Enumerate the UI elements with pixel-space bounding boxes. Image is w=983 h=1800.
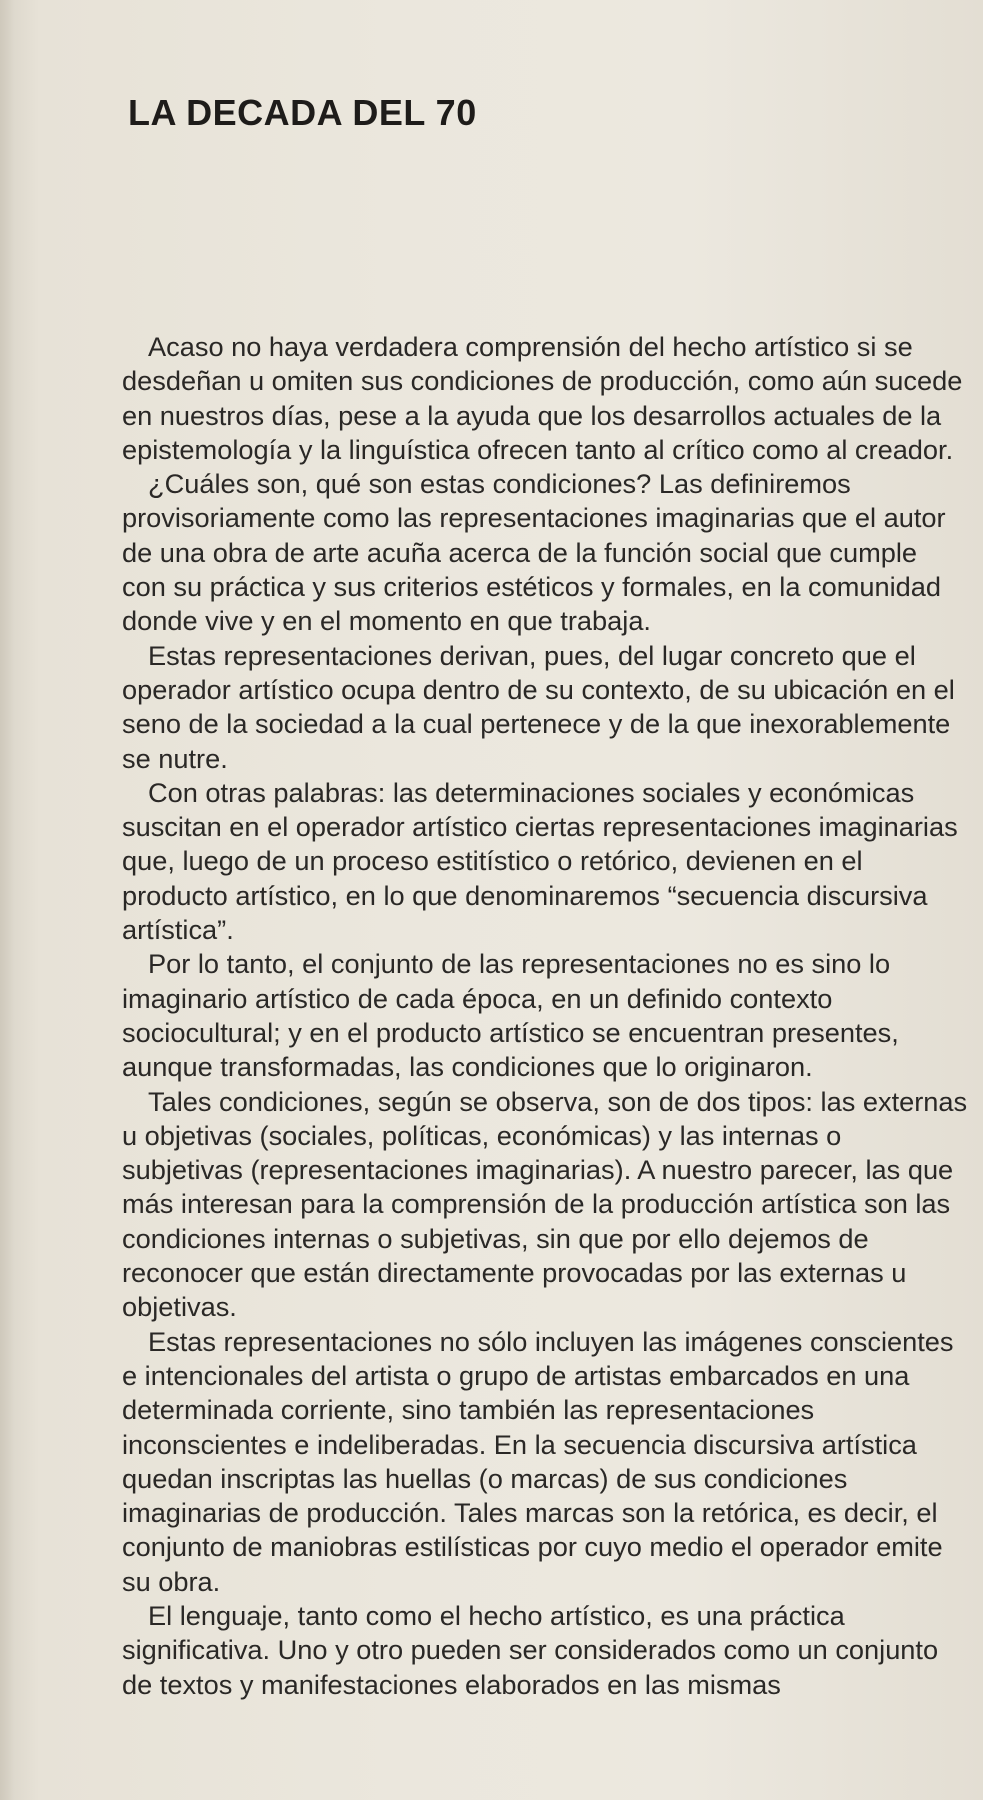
paragraph-2: ¿Cuáles son, qué son estas condiciones? Las definiremos provisoriamente como las representaciones imaginarias que el autor de una obra de arte acuña acerca de la función social que cumple con su práctica y sus criterios estéticos y formales, en la comunidad donde vive y en el momento en que trabaja. [122, 468, 946, 637]
paragraph-1: Acaso no haya verdadera comprensión del hecho artístico si se desdeñan u omiten sus condiciones de producción, como aún sucede en nuestros días, pese a la ayuda que los desarrollos actuales de la epistemología y la linguística ofrecen tanto al crítico como al creador. [122, 331, 963, 465]
page-edge-shadow [0, 0, 14, 1800]
paragraph-6: Tales condiciones, según se observa, son de dos tipos: las externas u objetivas (sociales, políticas, económicas) y las internas o subjetivas (representaciones imaginarias). A nuestro parecer, las que más interesan para la comprensión de la producción artística son las condiciones internas o subjetivas, sin que por ello dejemos de reconocer que están directamente provocadas por las externas u objetivas. [122, 1085, 968, 1323]
body-text [122, 330, 968, 1702]
paragraph-3: Estas representaciones derivan, pues, del lugar concreto que el operador artístico ocupa dentro de su contexto, de su ubicación en el seno de la sociedad a la cual pertenece y de la que inexorablemente se nutre. [122, 639, 955, 774]
paragraph-8: El lenguaje, tanto como el hecho artístico, es una práctica significativa. Uno y otro pueden ser considerados como un conjunto de textos y manifestaciones elaborados en las mismas [122, 1599, 939, 1700]
chapter-title: LA DECADA DEL 70 [128, 92, 477, 133]
paragraph-5: Por lo tanto, el conjunto de las representaciones no es sino lo imaginario artístico de cada época, en un definido contexto sociocultural; y en el producto artístico se encuentran presentes, aunque transformadas, las condiciones que lo originaron. [122, 948, 899, 1083]
paragraph-4: Con otras palabras: las determinaciones sociales y económicas suscitan en el operador artístico ciertas representaciones imaginarias que, luego de un proceso estitístico o retórico, devienen en el producto artístico, en lo que denominaremos “secuencia discursiva artística”. [122, 776, 958, 946]
paragraph-7: Estas representaciones no sólo incluyen las imágenes conscientes e intencionales del artista o grupo de artistas embarcados en una determinada corriente, sino también las representaciones inconscientes e indeliberadas. En la secuencia discursiva artística quedan inscriptas las huellas (o marcas) de sus condiciones imaginarias de producción. Tales marcas son la retórica, es decir, el conjunto de maniobras estilísticas por cuyo medio el operador emite su obra. [122, 1325, 954, 1597]
